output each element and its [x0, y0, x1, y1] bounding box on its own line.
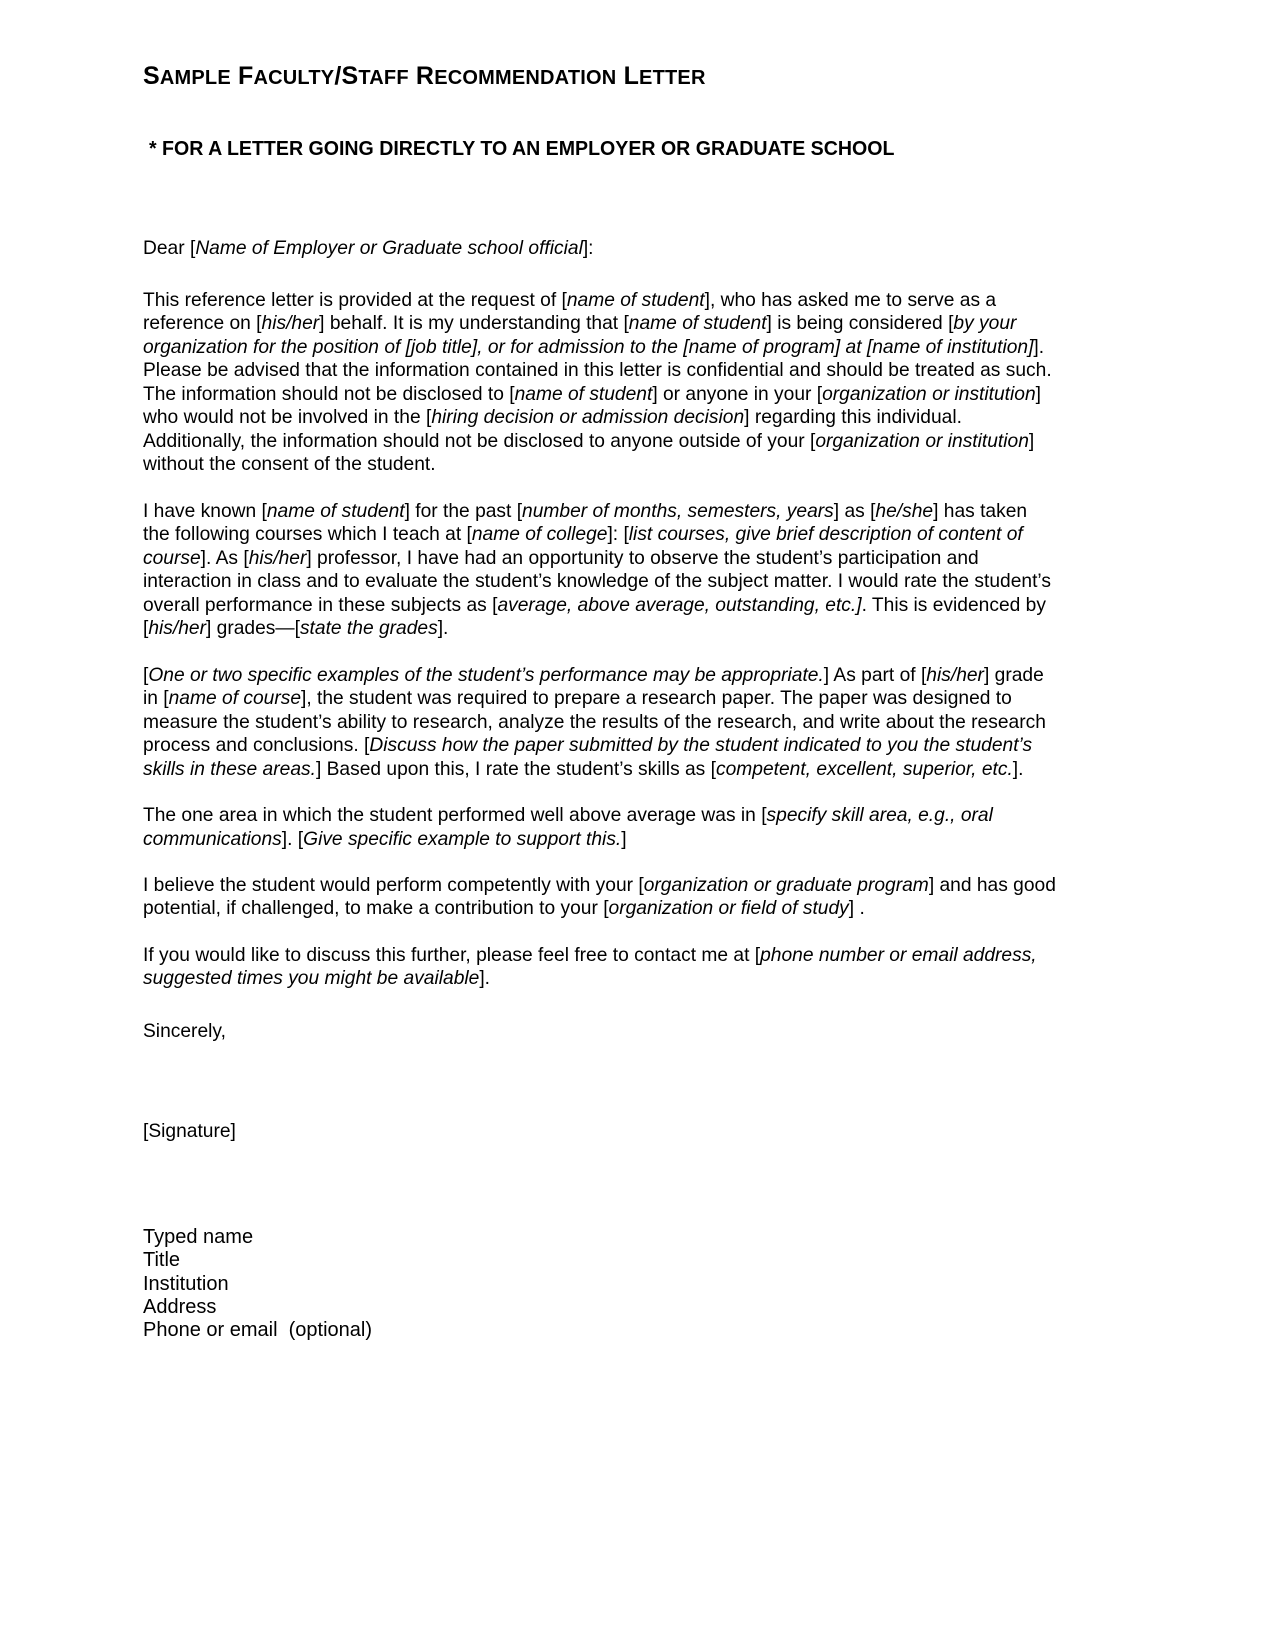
- paragraph-recommendation-statement: [143, 874, 1059, 921]
- placeholder-text: his/her: [148, 617, 206, 640]
- body-text: ]. As [: [200, 546, 249, 569]
- placeholder-text: he/she: [875, 499, 934, 522]
- page-title-run-7: ECOMMENDATION: [434, 67, 617, 89]
- placeholder-text: phone number or email address, suggested times you might be available: [143, 943, 1037, 990]
- placeholder-text: state the grades: [299, 617, 438, 640]
- placeholder-text: organization or graduate program: [643, 874, 929, 896]
- salutation-suffix: ]:: [582, 237, 594, 260]
- placeholder-text: by your organization for the position of [job title], or for admission to the [name of program] at [name of institution]: [143, 312, 1034, 358]
- signature-placeholder: [Signature]: [143, 1120, 236, 1143]
- body-text: ]: [621, 827, 627, 850]
- body-text: ] behalf. It is my understanding that [: [319, 312, 629, 335]
- placeholder-text: name of student: [266, 499, 405, 522]
- page-title-run-6: R: [408, 62, 435, 90]
- placeholder-text: number of months, semesters, years: [522, 499, 834, 522]
- body-text: ].: [479, 967, 491, 990]
- body-text: ] and has good potential, if challenged, to make a contribution to your [: [143, 874, 1056, 920]
- page-title-run-0: S: [143, 62, 160, 90]
- body-text: ] regarding this individual. Additionally, the information should not be disclosed to anyone outside of your [: [143, 406, 962, 452]
- placeholder-text: hiring decision or admission decision: [431, 406, 745, 429]
- placeholder-text: specify skill area, e.g., oral communications: [143, 804, 993, 850]
- body-text: ] without the consent of the student.: [143, 429, 1035, 476]
- body-text: ] As part of [: [823, 663, 927, 686]
- placeholder-text: Give specific example to support this.: [303, 827, 622, 850]
- body-text: [: [143, 663, 149, 686]
- placeholder-text: name of course: [168, 687, 302, 710]
- body-text: . This is evidenced by [: [143, 593, 1046, 640]
- placeholder-text: One or two specific examples of the student’s performance may be appropriate.: [148, 663, 824, 686]
- placeholder-text: organization or institution: [815, 429, 1029, 452]
- letter-body: [143, 237, 1073, 1343]
- page-title-run-5: TAFF: [358, 67, 409, 89]
- body-text: This reference letter is provided at the request of [: [143, 288, 567, 311]
- page-title-run-8: L: [616, 62, 640, 90]
- signature-block: [143, 1226, 1073, 1343]
- body-text: ]: [: [607, 523, 629, 546]
- body-text: ]. Please be advised that the information contained in this letter is confidential and should be treated as such. The information should not be disclosed to [: [143, 335, 1052, 405]
- salutation-placeholder: Name of Employer or Graduate school official: [195, 237, 583, 260]
- placeholder-text: average, above average, outstanding, etc.]: [497, 593, 862, 616]
- placeholder-text: his/her: [926, 663, 984, 686]
- body-text: I have known [: [143, 499, 267, 522]
- paragraph-research-paper-example: [143, 664, 1059, 781]
- signature-line-3: Address: [143, 1296, 217, 1319]
- signature-line-4: Phone or email (optional): [143, 1319, 373, 1342]
- placeholder-text: competent, excellent, superior, etc.: [715, 757, 1013, 780]
- body-text: ].: [437, 617, 449, 640]
- body-text: ]. [: [281, 827, 304, 850]
- body-text: ] is being considered [: [766, 312, 954, 335]
- body-text: ] grades—[: [205, 617, 300, 640]
- body-text: I believe the student would perform competently with your [: [143, 874, 644, 896]
- body-text: ], the student was required to prepare a research paper. The paper was designed to measure the student’s ability to research, analyze the results of the research, and write about the research process and conclusions. [: [143, 687, 1046, 757]
- page-subtitle: * FOR A LETTER GOING DIRECTLY TO AN EMPLOYER OR GRADUATE SCHOOL: [149, 136, 895, 160]
- placeholder-text: name of student: [628, 312, 767, 335]
- page-title-run-4: /S: [334, 62, 359, 90]
- placeholder-text: list courses, give brief description of content of course: [143, 523, 1023, 569]
- page-title-run-1: AMPLE: [159, 67, 231, 89]
- paragraph-acquaintance-and-courses: [143, 500, 1059, 641]
- page-title: [143, 62, 1073, 91]
- salutation: [143, 237, 1059, 260]
- paragraph-standout-skill-area: [143, 804, 1059, 851]
- page-title-run-2: F: [230, 62, 254, 90]
- placeholder-text: Discuss how the paper submitted by the student indicated to you the student’s skills in these areas.: [143, 734, 1033, 780]
- body-text: ].: [1012, 757, 1024, 780]
- page-title-run-3: ACULTY: [253, 67, 335, 89]
- body-text: ] Based upon this, I rate the student’s skills as [: [315, 757, 716, 780]
- placeholder-text: organization or institution: [822, 382, 1036, 405]
- closing-line: Sincerely,: [143, 1019, 226, 1042]
- placeholder-text: name of student: [514, 382, 653, 405]
- body-text: ] or anyone in your [: [652, 382, 823, 405]
- placeholder-text: name of college: [471, 523, 608, 546]
- signature-line-1: Title: [143, 1249, 181, 1272]
- body-text: ] grade in [: [143, 663, 1044, 710]
- body-text: If you would like to discuss this further, please feel free to contact me at [: [143, 943, 761, 966]
- body-text: ] professor, I have had an opportunity to observe the student’s participation and interaction in class and to evaluate the student’s knowledge of the subject matter. I would rate the student’s overall performance in these subjects as [: [143, 546, 1051, 616]
- body-text: ] who would not be involved in the [: [143, 382, 1041, 429]
- body-text: The one area in which the student performed well above average was in [: [143, 804, 767, 827]
- letter-content: [143, 62, 1073, 1343]
- body-text: ] for the past [: [404, 499, 523, 522]
- signature-line-2: Institution: [143, 1272, 229, 1295]
- body-text: ], who has asked me to serve as a reference on [: [143, 288, 997, 335]
- paragraph-confidentiality: [143, 289, 1059, 477]
- placeholder-text: organization or field of study: [608, 897, 849, 920]
- page-title-run-9: ETTER: [639, 67, 706, 89]
- placeholder-text: his/her: [261, 312, 320, 335]
- signature-line-0: Typed name: [143, 1225, 254, 1248]
- salutation-prefix: Dear [: [143, 237, 196, 260]
- paragraph-contact-invitation: [143, 944, 1059, 991]
- placeholder-text: name of student: [566, 288, 705, 311]
- body-text: ] as [: [833, 499, 876, 522]
- body-text: ] .: [848, 897, 865, 920]
- body-text: ] has taken the following courses which I teach at [: [143, 499, 1028, 546]
- letter-paragraphs: [143, 289, 1073, 991]
- placeholder-text: his/her: [248, 546, 307, 569]
